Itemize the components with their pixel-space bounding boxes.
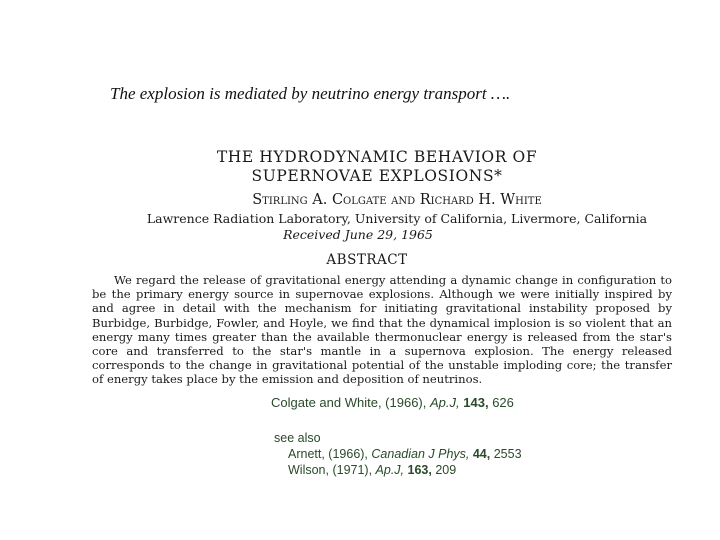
paper-received-date: Received June 29, 1965 bbox=[283, 227, 433, 242]
ref-journal: Ap.J, bbox=[375, 463, 405, 477]
ref-volume: 163, bbox=[407, 463, 432, 477]
paper-title-line-2: SUPERNOVAE EXPLOSIONS* bbox=[251, 167, 503, 185]
see-also-ref-arnett bbox=[274, 446, 522, 462]
see-also-block bbox=[274, 430, 522, 478]
ref-pages: 2553 bbox=[493, 447, 522, 461]
ref-authors-year: Arnett, (1966), bbox=[288, 447, 368, 461]
see-also-ref-wilson bbox=[274, 462, 522, 478]
ref-authors-year: Wilson, (1971), bbox=[288, 463, 373, 477]
paper-title-line-1: THE HYDRODYNAMIC BEHAVIOR OF bbox=[216, 148, 538, 166]
ref-volume: 44, bbox=[472, 447, 491, 461]
abstract-heading: ABSTRACT bbox=[326, 252, 408, 268]
citation-volume: 143, bbox=[463, 395, 489, 410]
paper-affiliation: Lawrence Radiation Laboratory, University of California, Livermore, California bbox=[146, 211, 648, 226]
ref-journal: Canadian J Phys, bbox=[371, 447, 470, 461]
paper-excerpt bbox=[92, 148, 672, 387]
see-also-label: see also bbox=[274, 431, 321, 445]
ref-pages: 209 bbox=[435, 463, 457, 477]
abstract-text: We regard the release of gravitational energy attending a dynamic change in configuration to be the primary energy source in supernovae explosions. Although we were initially inspired by and agree in detail with the mechanism for initiating gravitational instability proposed by Burbidge, Burbidge, Fowler, and Hoyle, we find that the dynamical implosion is so violent that an energy many times greater than the available thermonuclear energy is released from the star's core and transferred to the star's mantle in a supernova explosion. The energy released corresponds to the change in gravitational potential of the unstable imploding core; the transfer of energy takes place by the emission and deposition of neutrinos. bbox=[92, 273, 672, 387]
citation-pages: 626 bbox=[492, 395, 514, 410]
citation-authors-year: Colgate and White, (1966), bbox=[271, 395, 427, 410]
intro-text: The explosion is mediated by neutrino energy transport …. bbox=[110, 84, 511, 103]
paper-title bbox=[82, 148, 672, 186]
primary-citation bbox=[271, 395, 514, 410]
citation-journal: Ap.J, bbox=[430, 395, 460, 410]
paper-authors: Stirling A. Colgate and Richard H. White bbox=[252, 192, 542, 208]
